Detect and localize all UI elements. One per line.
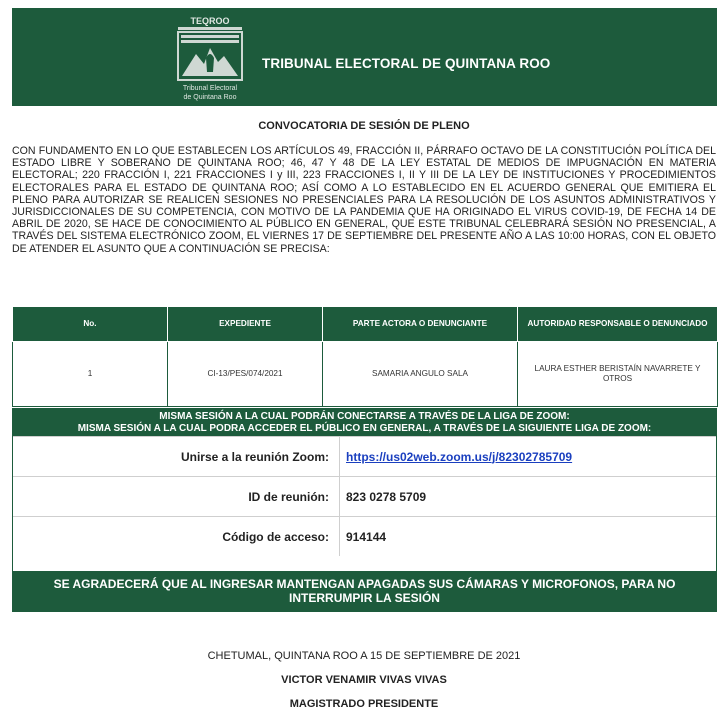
convocation-body: CON FUNDAMENTO EN LO QUE ESTABLECEN LOS ARTÍCULOS 49, FRACCIÓN II, PÁRRAFO OCTAVO DE LA CONSTITUCIÓN POLÍTICA DEL ESTADO LIBRE Y SOBERANO DE QUINTANA ROO; 46, 47 Y 48 DE LA LEY ESTATAL DE MEDIOS DE IMPUGNACIÓN EN MATERIA ELECTORAL; 220 FRACCIÓN I, 221 FRACCIONES I y III, 223 FRACCIONES I, II Y III DE LA LEY DE INSTITUCIONES Y PROCEDIMIENTOS ELECTORALES PARA EL ESTADO DE QUINTANA ROO; ASÍ COMO A LO ESTABLECIDO EN EL ACUERDO GENERAL QUE EMITIERA EL PLENO PARA AUTORIZAR SE REALICEN SESIONES NO PRESENCIALES PARA LA RESOLUCIÓN DE LOS ASUNTOS ADMINISTRATIVOS Y JURISDICCIONALES DE SU COMPETENCIA, CON MOTIVO DE LA PANDEMIA QUE HA ORIGINADO EL VIRUS COVID-19, DE FECHA 14 DE ABRIL DE 2020, SE HACE DE CONOCIMIENTO AL PÚBLICO EN GENERAL, QUE ESTE TRIBUNAL CELEBRARÁ SESIÓN NO PRESENCIAL, A TRAVÉS DEL SISTEMA ELECTRÓNICO ZOOM, EL VIERNES 17 DE SEPTIEMBRE DEL PRESENTE AÑO A LAS 10:00 HORAS, CON EL OBJETO DE ATENDER EL ASUNTO QUE A CONTINUACIÓN SE PRECISA:: [12, 145, 716, 255]
column-header-expediente: EXPEDIENTE: [168, 307, 323, 342]
camera-notice: [13, 571, 716, 611]
zoom-join-label: Unirse a la reunión Zoom:: [13, 437, 340, 477]
zoom-join-link[interactable]: https://us02web.zoom.us/j/82302785709: [346, 449, 573, 464]
document-title: CONVOCATORIA DE SESIÓN DE PLENO: [258, 120, 470, 132]
zoom-info-box: [12, 408, 717, 612]
case-number: 1: [13, 342, 168, 407]
zoom-code-label: Código de acceso:: [13, 517, 340, 557]
zoom-id-value: 823 0278 5709: [340, 477, 717, 517]
case-expediente: CI-13/PES/074/2021: [168, 342, 323, 407]
column-header-authority: AUTORIDAD RESPONSABLE O DENUNCIADO: [518, 307, 718, 342]
zoom-banner-line2: MISMA SESIÓN A LA CUAL PODRA ACCEDER EL PÚBLICO EN GENERAL, A TRAVÉS DE LA SIGUIENTE LIGA DE ZOOM:: [77, 422, 652, 434]
zoom-code-value: 914144: [340, 517, 717, 557]
signer-name: VICTOR VENAMIR VIVAS VIVAS: [281, 674, 447, 686]
org-title: TRIBUNAL ELECTORAL DE QUINTANA ROO: [262, 56, 551, 71]
zoom-id-row: [13, 477, 716, 517]
header-banner: [12, 8, 717, 106]
zoom-details-table: [13, 436, 716, 556]
signer-position: MAGISTRADO PRESIDENTE: [289, 698, 439, 710]
zoom-code-row: [13, 517, 716, 557]
place-date: CHETUMAL, QUINTANA ROO A 15 DE SEPTIEMBRE DE 2021: [207, 650, 521, 662]
camera-notice-text: SE AGRADECERÁ QUE AL INGRESAR MANTENGAN APAGADAS SUS CÁMARAS Y MICROFONOS, PARA NO INTERRUMPIR LA SESIÓN: [53, 577, 676, 605]
case-authority: LAURA ESTHER BERISTAÍN NAVARRETE Y OTROS: [518, 342, 718, 407]
logo-line1: Tribunal Electoral: [182, 85, 238, 92]
teqroo-logo-icon: [172, 14, 248, 102]
table-row: [13, 342, 718, 407]
cases-header-row: [13, 307, 718, 342]
logo-line2: de Quintana Roo: [183, 94, 237, 101]
case-actor: SAMARIA ANGULO SALA: [323, 342, 518, 407]
column-header-actor: PARTE ACTORA O DENUNCIANTE: [323, 307, 518, 342]
zoom-id-label: ID de reunión:: [13, 477, 340, 517]
cases-table: [12, 306, 718, 407]
zoom-banner: [13, 409, 716, 436]
zoom-join-row: [13, 437, 716, 477]
logo-acronym: TEQROO: [190, 16, 230, 26]
column-header-number: No.: [13, 307, 168, 342]
zoom-banner-line1: MISMA SESIÓN A LA CUAL PODRÁN CONECTARSE A TRAVÉS DE LA LIGA DE ZOOM:: [159, 411, 570, 422]
